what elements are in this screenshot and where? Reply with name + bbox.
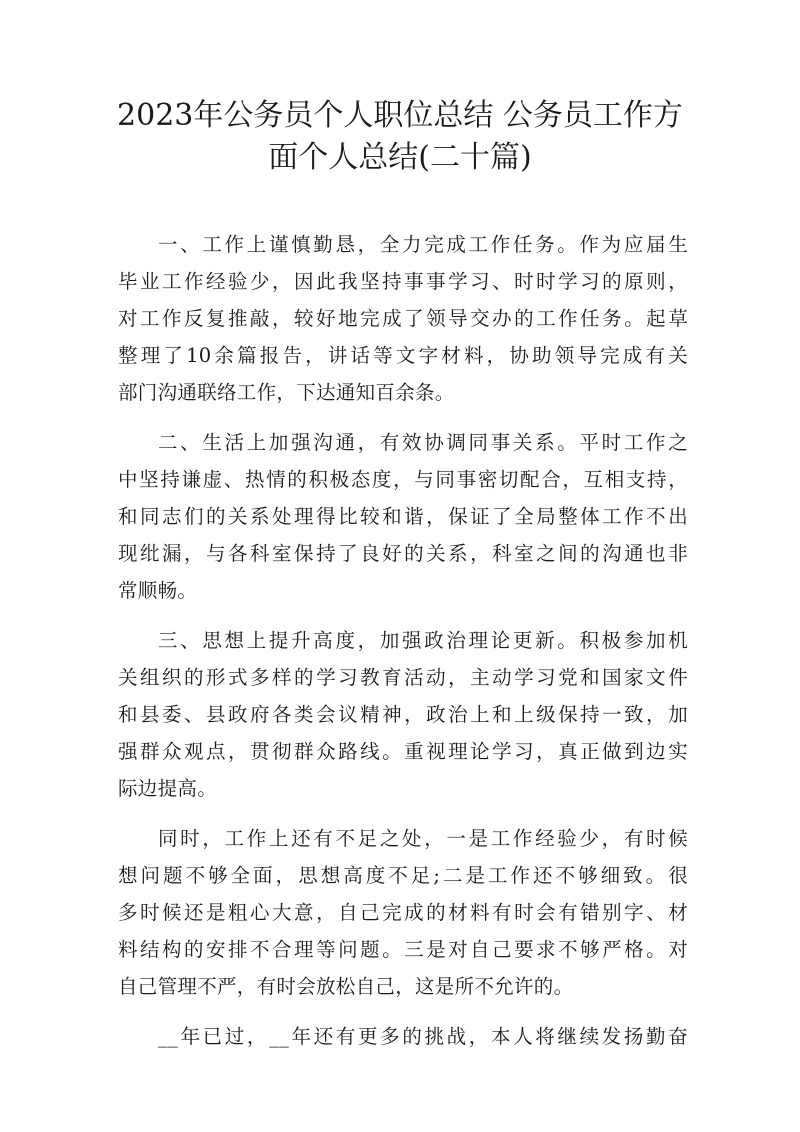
text-line: 现纰漏，与各科室保持了良好的关系，科室之间的沟通也非 — [118, 542, 688, 565]
paragraph — [118, 622, 688, 807]
text-line: 一、工作上谨慎勤恳，全力完成工作任务。作为应届生 — [158, 233, 688, 256]
text-line: 多时候还是粗心大意，自己完成的材料有时会有错别字、材 — [118, 901, 688, 924]
text-line: 毕业工作经验少，因此我坚持事事学习、时时学习的原则， — [118, 270, 688, 293]
text-line: 同时，工作上还有不足之处，一是工作经验少，有时候 — [158, 827, 688, 850]
text-line: 部门沟通联络工作，下达通知百余条。 — [118, 381, 455, 404]
text-line: 料结构的安排不合理等问题。三是对自己要求不够严格。对 — [118, 938, 688, 961]
paragraph — [118, 1018, 688, 1055]
text-line: 想问题不够全面，思想高度不足;二是工作还不够细致。很 — [118, 864, 688, 887]
title-line: 2023年公务员个人职位总结 公务员工作方 — [117, 98, 683, 133]
text-line: 二、生活上加强沟通，有效协调同事关系。平时工作之 — [158, 431, 688, 454]
text-line: 自己管理不严，有时会放松自己，这是所不允许的。 — [118, 975, 574, 998]
document-body — [118, 226, 688, 1068]
text-line: 对工作反复推敲，较好地完成了领导交办的工作任务。起草 — [118, 307, 688, 330]
text-line: 整理了10余篇报告，讲话等文字材料，协助领导完成有关 — [118, 344, 688, 367]
text-line: 三、思想上提升高度，加强政治理论更新。积极参加机 — [158, 629, 688, 652]
paragraph — [118, 820, 688, 1005]
text-line: 强群众观点，贯彻群众路线。重视理论学习，真正做到边实 — [118, 740, 688, 763]
paragraph — [118, 424, 688, 609]
title-line: 面个人总结(二十篇) — [268, 140, 532, 175]
paragraph — [118, 226, 688, 411]
text-line: 关组织的形式多样的学习教育活动，主动学习党和国家文件 — [118, 666, 688, 689]
document-title — [100, 95, 700, 179]
text-line: 常顺畅。 — [118, 579, 198, 602]
text-line: 和同志们的关系处理得比较和谐，保证了全局整体工作不出 — [118, 505, 688, 528]
text-line: 中坚持谦虚、热情的积极态度，与同事密切配合，互相支持， — [118, 468, 688, 491]
text-line: 际边提高。 — [118, 777, 218, 800]
text-line: __年已过，__年还有更多的挑战，本人将继续发扬勤奋 — [158, 1025, 688, 1048]
text-line: 和县委、县政府各类会议精神，政治上和上级保持一致，加 — [118, 703, 688, 726]
